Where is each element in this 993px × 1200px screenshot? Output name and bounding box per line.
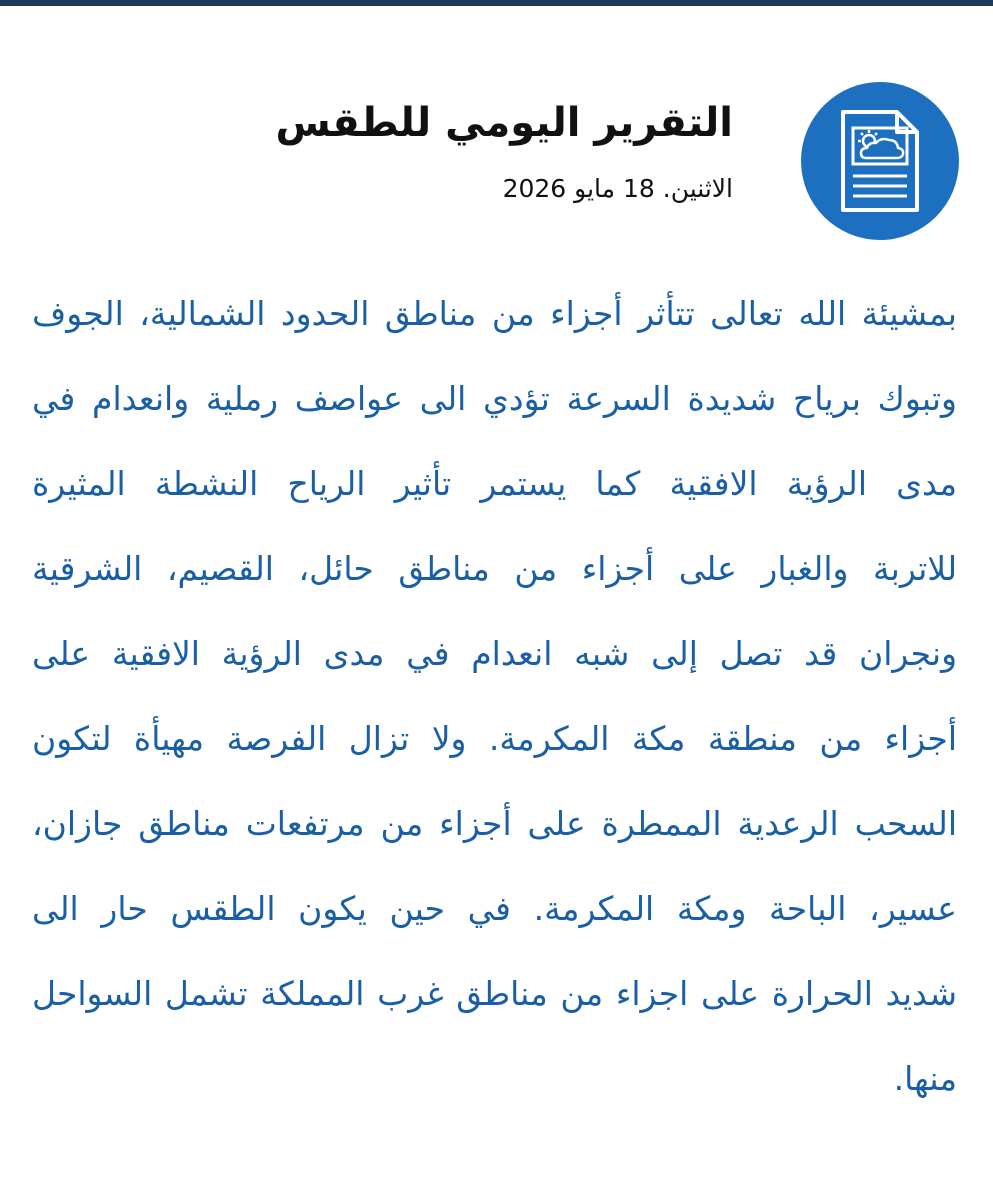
- page-title: التقرير اليومي للطقس: [275, 100, 733, 146]
- report-header: [34, 82, 959, 242]
- report-date: الاثنين. 18 مايو 2026: [502, 174, 733, 203]
- report-line: شديد الحرارة على اجزاء من مناطق غرب المملكة تشمل السواحل: [32, 974, 957, 1013]
- report-line: ونجران قد تصل إلى شبه انعدام في مدى الرؤية الافقية على: [32, 634, 957, 673]
- report-body: [32, 282, 957, 1132]
- weather-report-document-icon: [839, 108, 921, 214]
- report-line: وتبوك برياح شديدة السرعة تؤدي الى عواصف رملية وانعدام في: [32, 379, 957, 418]
- report-line: بمشيئة الله تعالى تتأثر أجزاء من مناطق الحدود الشمالية، الجوف: [32, 294, 957, 333]
- report-line: منها.: [893, 1059, 957, 1098]
- report-line: أجزاء من منطقة مكة المكرمة. ولا تزال الفرصة مهيأة لتكون: [32, 719, 957, 758]
- report-line: السحب الرعدية الممطرة على أجزاء من مرتفعات مناطق جازان،: [32, 804, 957, 843]
- report-line: عسير، الباحة ومكة المكرمة. في حين يكون الطقس حار الى: [32, 889, 957, 928]
- weather-report-logo: [801, 82, 959, 240]
- report-line: مدى الرؤية الافقية كما يستمر تأثير الرياح النشطة المثيرة: [32, 464, 957, 503]
- top-bar: [0, 0, 993, 6]
- report-line: للاتربة والغبار على أجزاء من مناطق حائل، القصيم، الشرقية: [32, 549, 957, 588]
